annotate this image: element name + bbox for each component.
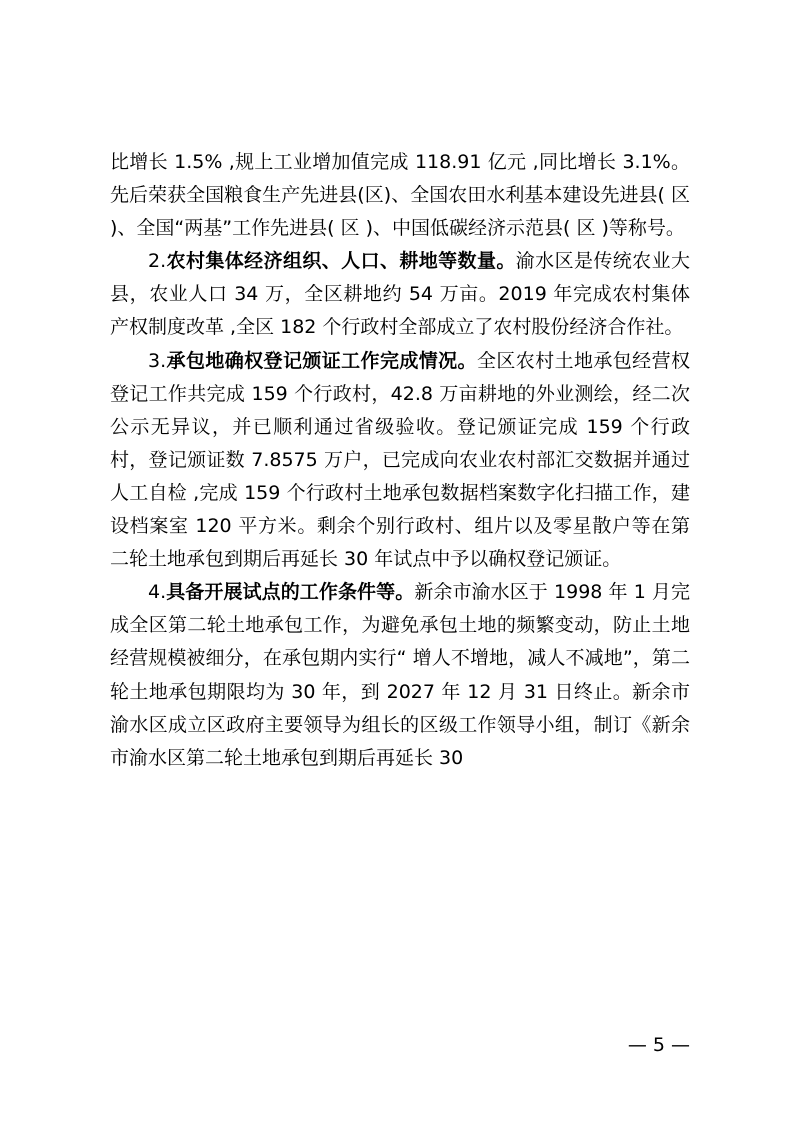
- paragraph-1: [110, 146, 690, 245]
- paragraph-3-number: 3.: [148, 349, 167, 372]
- paragraph-2-heading: 农村集体经济组织、人口、耕地等数量。: [166, 250, 516, 273]
- paragraph-4-number: 4.: [148, 581, 167, 604]
- paragraph-2: [110, 245, 690, 344]
- paragraph-4-heading: 具备开展试点的工作条件等。: [166, 581, 415, 604]
- paragraph-4-text: 新余市渝水区于 1998 年 1 月完成全区第二轮土地承包工作，为避免承包土地的频繁变动，防止土地经营规模被细分，在承包期内实行“ 增人不增地，减人不减地”，第二轮土地承包期限均为 30 年，到 2027 年 12 月 31 日终止。新余市渝水区成立区政府主要领导为组长的区级工作领导小组，制订《新余市渝水区第二轮土地承包到期后再延长 30: [110, 581, 690, 769]
- page-number: — 5 —: [627, 1034, 690, 1056]
- paragraph-3-heading: 承包地确权登记颁证工作完成情况。: [166, 349, 477, 372]
- paragraph-4: [110, 576, 690, 775]
- paragraph-3: [110, 345, 690, 577]
- paragraph-2-number: 2.: [148, 250, 167, 273]
- paragraph-3-text: 全区农村土地承包经营权登记工作共完成 159 个行政村，42.8 万亩耕地的外业测绘，经二次公示无异议，并已顺利通过省级验收。登记颁证完成 159 个行政村，登记颁证数 7.8575 万户，已完成向农业农村部汇交数据并通过人工自检 ,完成 159 个行政村土地承包数据档案数字化扫描工作，建设档案室 120 平方米。剩余个别行政村、组片以及零星散户等在第二轮土地承包到期后再延长 30 年试点中予以确权登记颁证。: [110, 349, 690, 571]
- paragraph-1-text: 比增长 1.5% ,规上工业增加值完成 118.91 亿元 ,同比增长 3.1%。先后荣获全国粮食生产先进县(区)、全国农田水利基本建设先进县( 区 )、全国“两基”工作先进县( 区 )、中国低碳经济示范县( 区 )等称号。: [110, 151, 690, 240]
- paragraph-2-text: 渝水区是传统农业大县，农业人口 34 万，全区耕地约 54 万亩。2019 年完成农村集体产权制度改革 ,全区 182 个行政村全部成立了农村股份经济合作社。: [110, 250, 690, 339]
- body-text: [110, 146, 690, 775]
